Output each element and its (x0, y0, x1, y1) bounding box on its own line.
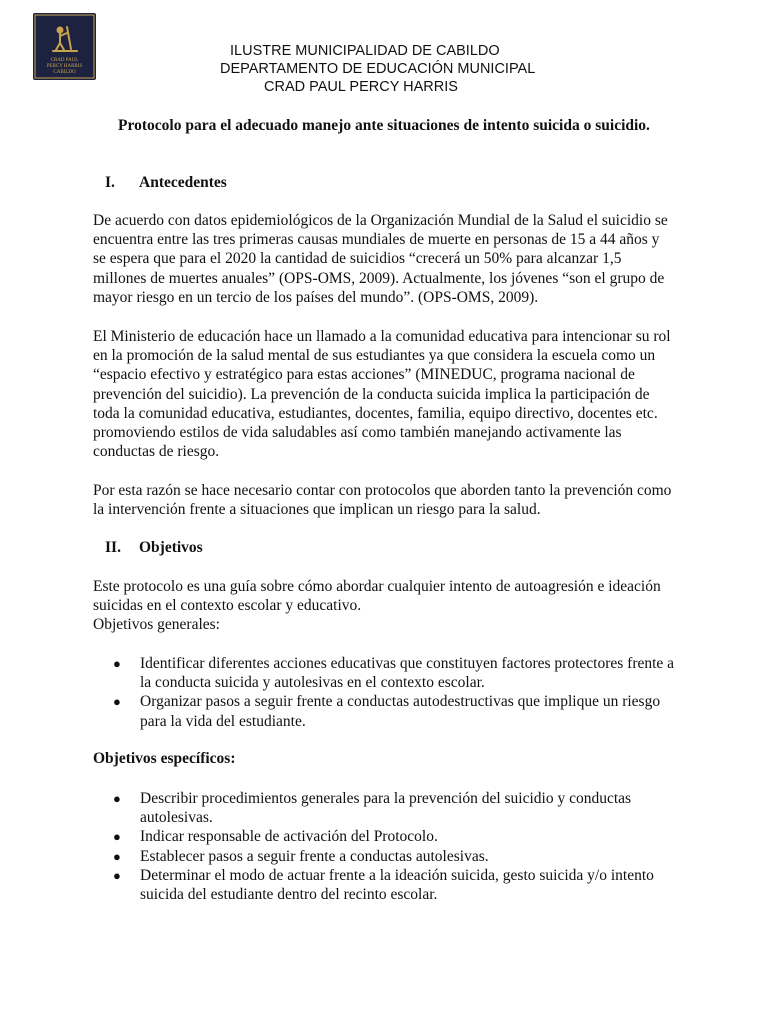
text-line: Determinar el modo de actuar frente a la ideación suicida, gesto suicida y/o intento (140, 866, 654, 884)
header-line-2: DEPARTAMENTO DE EDUCACIÓN MUNICIPAL (220, 61, 536, 77)
list-item (93, 654, 693, 692)
text-line: encuentra entre las tres primeras causas mundiales de muerte en personas de 15 a 44 años y (93, 231, 660, 249)
list-item (93, 847, 693, 866)
paragraph-antecedentes-1 (93, 211, 683, 307)
text-line: suicidas en el contexto escolar y educativo. (93, 597, 362, 615)
bullet-icon: ● (113, 694, 121, 710)
bullet-icon: ● (113, 848, 121, 864)
text-line: suicida del estudiante dentro del recinto escolar. (140, 886, 438, 904)
list-item (93, 789, 693, 827)
section-title: Antecedentes (139, 174, 227, 191)
text-line: para la vida del estudiante. (140, 712, 306, 730)
header-line-3: CRAD PAUL PERCY HARRIS (264, 79, 458, 95)
logo-text-1: CRAD PAUL (50, 58, 79, 63)
paragraph-antecedentes-3 (93, 481, 683, 519)
bullet-icon: ● (113, 867, 121, 883)
text-line: Establecer pasos a seguir frente a conductas autolesivas. (140, 847, 489, 865)
text-line: Por esta razón se hace necesario contar con protocolos que aborden tanto la prevención como (93, 482, 672, 499)
section-title: Objetivos (139, 539, 203, 556)
text-line: De acuerdo con datos epidemiológicos de la Organización Mundial de la Salud el suicidio se (93, 212, 668, 229)
logo-text-3: CABILDO (53, 70, 76, 75)
text-line: prevención del suicidio). La prevención de la conducta suicida implica la participación de (93, 385, 650, 403)
text-line: se espera que para el 2020 la cantidad de suicidios “crecerá un 50% para alcanzar 1,5 (93, 250, 622, 268)
text-line: la intervención frente a situaciones que implican un riesgo para la salud. (93, 501, 541, 519)
list-item (93, 827, 693, 846)
section-heading-objetivos (105, 539, 203, 557)
section-number: I. (105, 174, 115, 191)
text-line: promoviendo estilos de vida saludables así como también manejando activamente las (93, 424, 622, 442)
paragraph-antecedentes-2 (93, 327, 683, 461)
bullet-icon: ● (113, 829, 121, 845)
text-line: Identificar diferentes acciones educativas que constituyen factores protectores frente a (140, 655, 675, 672)
general-objectives-list (93, 654, 693, 731)
text-line: Indicar responsable de activación del Protocolo. (140, 828, 438, 846)
document-title: Protocolo para el adecuado manejo ante situaciones de intento suicida o suicidio. (118, 117, 650, 134)
text-line: Este protocolo es una guía sobre cómo abordar cualquier intento de autoagresión e ideación (93, 578, 661, 595)
objetivos-generales-label: Objetivos generales: (93, 616, 220, 634)
text-line: “espacio efectivo y estratégico para estas acciones” (MINEDUC, programa nacional de (93, 366, 635, 384)
text-line: Organizar pasos a seguir frente a conductas autodestructivas que implique un riesgo (140, 693, 661, 711)
text-line: millones de muertes anuales” (OPS-OMS, 2009). Actualmente, los jóvenes “son el grupo de (93, 269, 665, 287)
specific-objectives-heading: Objetivos específicos: (93, 750, 236, 767)
logo-text-2: PERCY HARRIS (46, 64, 83, 69)
text-line: El Ministerio de educación hace un llamado a la comunidad educativa para intencionar su rol (93, 328, 671, 345)
text-line: en la promoción de la salud mental de sus estudiantes ya que considera la escuela como un (93, 347, 656, 365)
text-line: la conducta suicida y autolesivas en el contexto escolar. (140, 674, 485, 692)
text-line: Describir procedimientos generales para la prevención del suicidio y conductas (140, 790, 632, 807)
list-item (93, 692, 693, 730)
text-line: conductas de riesgo. (93, 443, 220, 461)
text-line: autolesivas. (140, 809, 213, 827)
text-line: mayor riesgo en un tercio de los países del mundo”. (OPS-OMS, 2009). (93, 288, 539, 306)
header-line-1: ILUSTRE MUNICIPALIDAD DE CABILDO (230, 43, 500, 59)
bullet-icon: ● (113, 656, 121, 671)
list-item (93, 866, 693, 904)
paragraph-objetivos-intro (93, 577, 683, 635)
section-number: II. (105, 539, 121, 556)
text-line: toda la comunidad educativa, estudiantes, docentes, familia, equipo directivo, docentes etc. (93, 404, 658, 422)
bullet-icon: ● (113, 791, 121, 806)
section-heading-antecedentes (105, 174, 227, 192)
specific-objectives-list (93, 789, 693, 904)
